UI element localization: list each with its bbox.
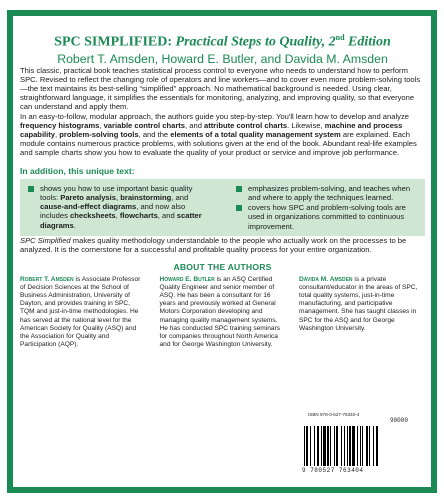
text-span: , (55, 130, 60, 140)
text-span: , and the (138, 130, 171, 140)
text-span: , and now also includes (40, 202, 186, 221)
author-bio-text: is an ASQ Certified Quality Engineer and senior member of ASQ. He has been a consultant for 16 years and previously worked at General Motors Corporation developing and managing quality management systems. He has conducted SPC training seminars for companies throughout North America and for George Washington University. (159, 276, 281, 348)
barcode-bar (321, 426, 322, 466)
author-name: Davida M. Amsden (299, 276, 353, 284)
feature-column-left (26, 184, 211, 232)
bold-term: machine and process capability (20, 120, 403, 140)
barcode-bar (344, 426, 345, 466)
barcode-bar (330, 426, 331, 466)
author-name: Robert T. Amsden (20, 276, 74, 284)
bullet-square-icon (236, 186, 242, 192)
barcode-bar (323, 426, 326, 466)
text-span: . (73, 220, 76, 230)
text-span: In an easy-to-follow, modular approach, the authors guide you step-by-step. You'll learn how to develop and analyze (20, 111, 409, 121)
addition-heading: In addition, this unique text: (20, 165, 135, 176)
text-span: shows you how to use important basic quality tools: (40, 183, 193, 202)
text-span: , (115, 192, 121, 202)
barcode-bars (304, 426, 408, 466)
text-span: , (99, 120, 104, 130)
text-span: , (115, 211, 120, 221)
feature-column-right (234, 184, 419, 232)
isbn-text: ISBN 978-0-527-76340-4 (308, 412, 360, 417)
bold-term: scatter diagrams (40, 211, 202, 230)
barcode-bar (357, 426, 358, 466)
barcode-bar (304, 426, 305, 466)
author-bio (299, 276, 425, 349)
intro-paragraph: This classic, practical book teaches statistical process control to everyone who needs to understand how to perform SPC. Revised to reflect the changing role of operators and line workers—and to cover even more problem-solving tools—the text maintains its best-selling “simplified” approach. No mathematical background is needed. Using clear, straightforward language, it simplifies the essentials for monitoring, analyzing, and improving quality, so that everyone can understand and apply them. (20, 65, 421, 112)
text-span: . Likewise, (287, 120, 325, 130)
text-span: are explained. Each module contains numerous practice problems, with solutions given at the end of the book. Abundant real-life examples and sample charts show you how to evaluate the quality of your product or service and improve job performance. (20, 130, 417, 158)
bold-term: cause-and-effect diagrams (40, 202, 137, 212)
barcode-bar (314, 426, 315, 466)
italic-title: SPC Simplified (20, 235, 71, 245)
book-title (20, 30, 425, 51)
feature-bullet (234, 184, 419, 202)
author-bio (160, 276, 286, 349)
closing-paragraph (20, 236, 425, 254)
bold-term: variable control charts (103, 120, 186, 130)
bullet-square-icon (236, 205, 242, 211)
isbn-barcode (298, 410, 414, 480)
author-bios (20, 276, 425, 349)
text-span: , and (157, 211, 177, 221)
barcode-bar (376, 426, 378, 466)
feature-bullet (26, 184, 211, 230)
bullet-square-icon (28, 186, 34, 192)
bold-term: brainstorming (120, 192, 172, 202)
about-authors-heading: ABOUT THE AUTHORS (173, 262, 272, 273)
bold-term: flowcharts (119, 211, 158, 221)
barcode-bar (341, 426, 342, 466)
barcode-bar (347, 426, 348, 466)
title-subtitle: Practical Steps to Quality, 2 (175, 34, 336, 50)
authors-line: Robert T. Amsden, Howard E. Butler, and Davida M. Amsden (57, 51, 388, 66)
author-bio-text: is a private consultant/educator in the areas of SPC, total quality systems, just-in-time manufacturing, and participative management. She has taught classes in SPC for the ASQ and for George Washington University. (299, 276, 418, 332)
bold-term: Pareto analysis (60, 192, 116, 202)
barcode-bar (349, 426, 351, 466)
bold-term: frequency histograms (20, 120, 100, 130)
feature-text (40, 184, 211, 230)
author-name: Howard E. Butler (159, 276, 215, 284)
barcode-bar (362, 426, 363, 466)
bold-term: elements of a total quality management system (170, 130, 341, 140)
barcode-bar (369, 426, 370, 466)
barcode-bar (306, 426, 308, 466)
barcode-bar (366, 426, 368, 466)
barcode-price-code: 90000 (389, 417, 408, 424)
title-edition: Edition (344, 34, 391, 50)
text-span: , and (185, 120, 205, 130)
bold-term: checksheets (69, 211, 116, 221)
feature-text: emphasizes problem-solving, and teaches when and where to apply the techniques learned. (248, 183, 411, 202)
text-span: , and (171, 192, 189, 202)
cover-content (20, 30, 425, 349)
barcode-bar (327, 426, 329, 466)
author-bio-text: is Associate Professor of Decision Sciences at the School of Business Administration, University of Dayton, and provides training in SPC, TQM and just-in-time methodologies. He has served at the national level for the American Society for Quality (ASQ) and the Association for Quality and Participation (AQP). (20, 276, 141, 348)
feature-box (20, 179, 425, 236)
approach-paragraph (20, 112, 425, 158)
barcode-bar (373, 426, 374, 466)
title-superscript: nd (335, 33, 345, 42)
barcode-bar (310, 426, 311, 466)
barcode-bar (334, 426, 335, 466)
bold-term: attribute control charts (204, 120, 288, 130)
author-bio (20, 276, 146, 349)
bold-term: problem-solving tools (59, 130, 139, 140)
feature-text: covers how SPC and problem-solving tools are used in organizations committed to continuous improvement. (248, 203, 406, 231)
feature-bullet (234, 203, 419, 231)
barcode-bar (317, 426, 319, 466)
title-main: SPC SIMPLIFIED: (54, 34, 176, 50)
barcode-bar (360, 426, 361, 466)
barcode-bar (336, 426, 338, 466)
text-span: makes quality methodology understandable to the people who actually work on the processes to be analyzed. It is the cornerstone for a successful and profitable quality process for your entire organization. (20, 235, 407, 254)
barcode-number: 9 780527 763404 (302, 467, 364, 474)
barcode-bar (352, 426, 355, 466)
